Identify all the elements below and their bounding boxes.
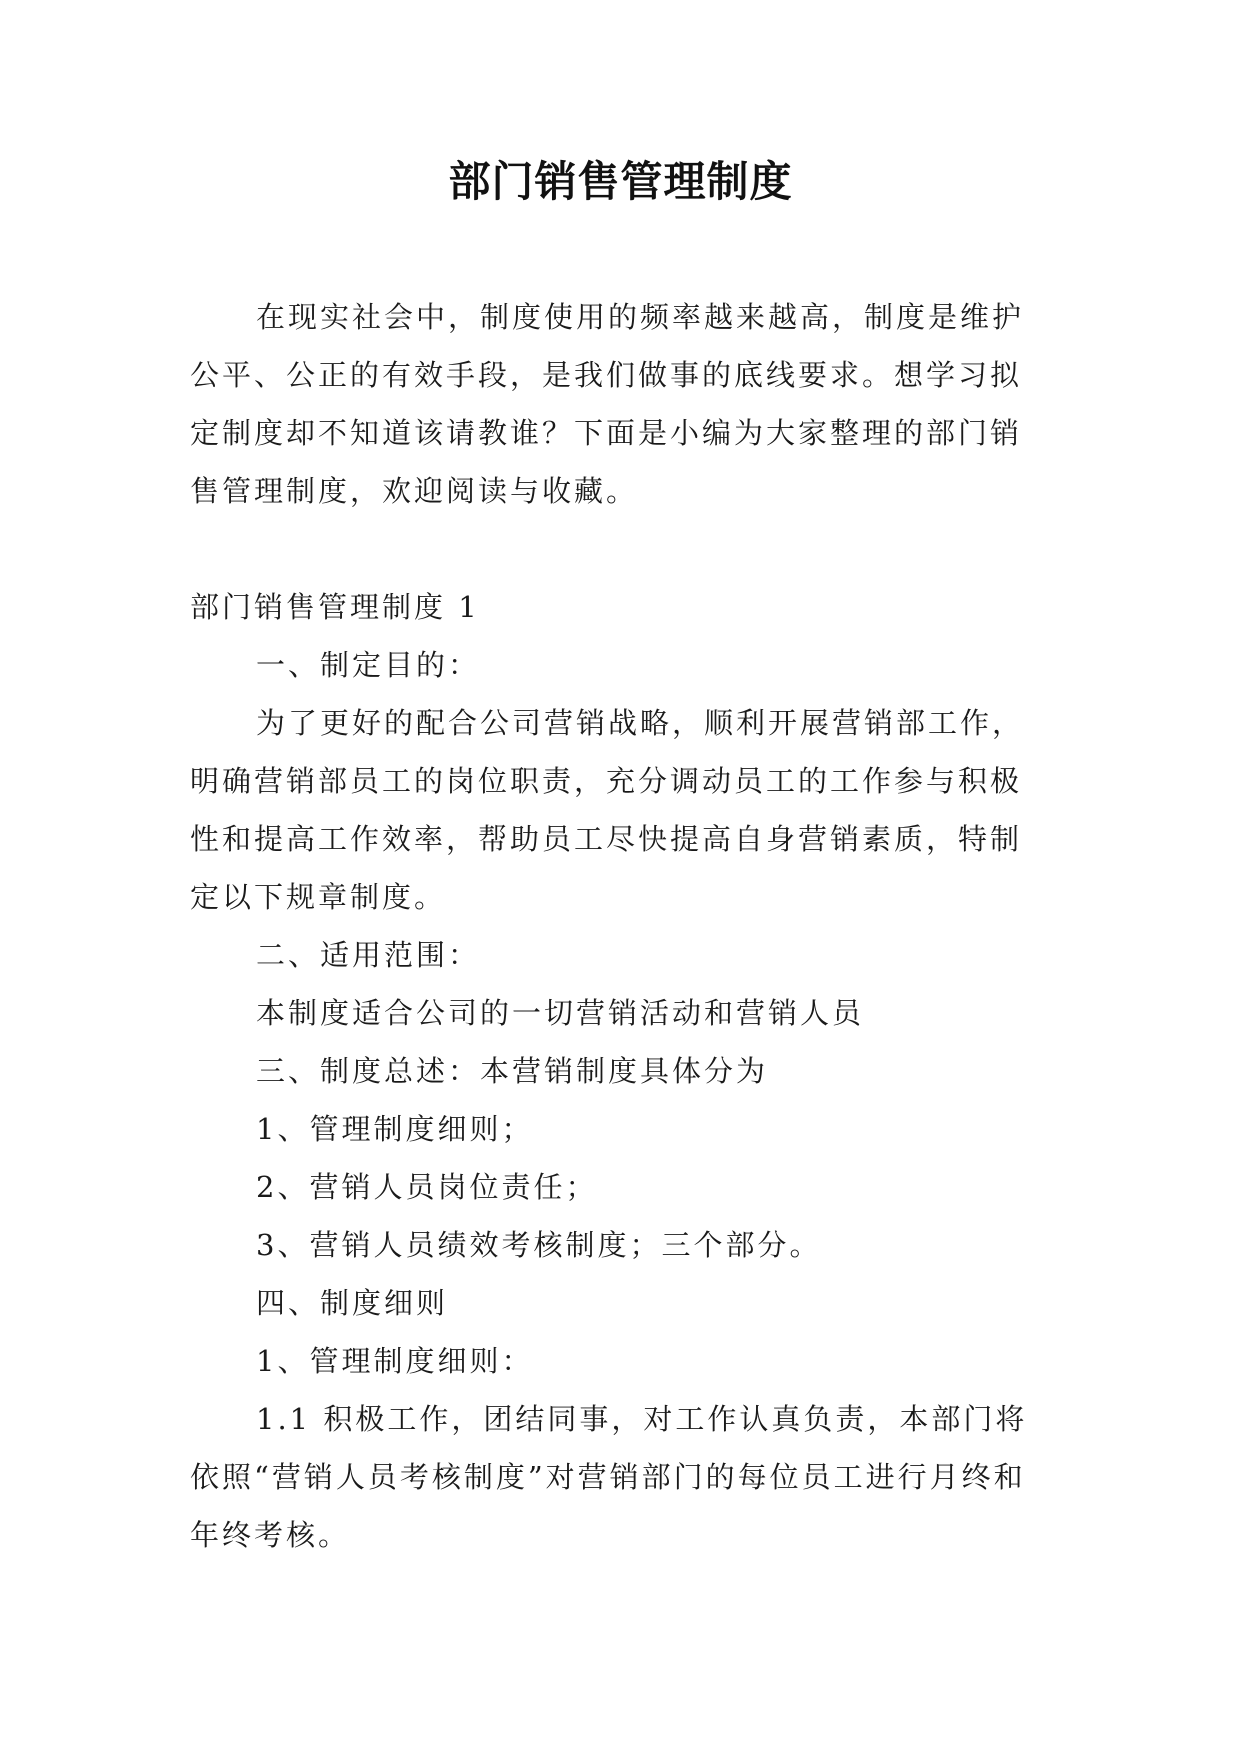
intro-paragraph: 在现实社会中，制度使用的频率越来越高，制度是维护公平、公正的有效手段，是我们做事的底线要求。想学习拟定制度却不知道该请教谁？下面是小编为大家整理的部门销售管理制度，欢迎阅读与收藏。: [190, 300, 1025, 508]
document-body: [190, 288, 1050, 1564]
paragraph-spacer: [190, 520, 1050, 578]
heading-rules: 四、制度细则: [256, 1286, 449, 1320]
subheading-management-rules: 1、管理制度细则：: [256, 1344, 534, 1378]
heading-purpose: 一、制定目的：: [256, 648, 481, 682]
list-item: 2、营销人员岗位责任；: [256, 1170, 598, 1204]
document-title: 部门销售管理制度: [448, 157, 793, 206]
purpose-paragraph: 为了更好的配合公司营销战略，顺利开展营销部工作，明确营销部员工的岗位职责，充分调动员工的工作参与积极性和提高工作效率，帮助员工尽快提高自身营销素质，特制定以下规章制度。: [190, 706, 1025, 914]
section-heading: 部门销售管理制度 1: [190, 590, 480, 624]
scope-paragraph: 本制度适合公司的一切营销活动和营销人员: [256, 996, 865, 1030]
list-item: 3、营销人员绩效考核制度；三个部分。: [256, 1228, 822, 1262]
rule-paragraph: 1.1 积极工作，团结同事，对工作认真负责，本部门将依照“营销人员考核制度”对营销部门的每位员工进行月终和年终考核。: [190, 1402, 1028, 1552]
list-item: 1、管理制度细则；: [256, 1112, 534, 1146]
overview-paragraph: 三、制度总述：本营销制度具体分为: [256, 1054, 769, 1088]
heading-scope: 二、适用范围：: [256, 938, 481, 972]
